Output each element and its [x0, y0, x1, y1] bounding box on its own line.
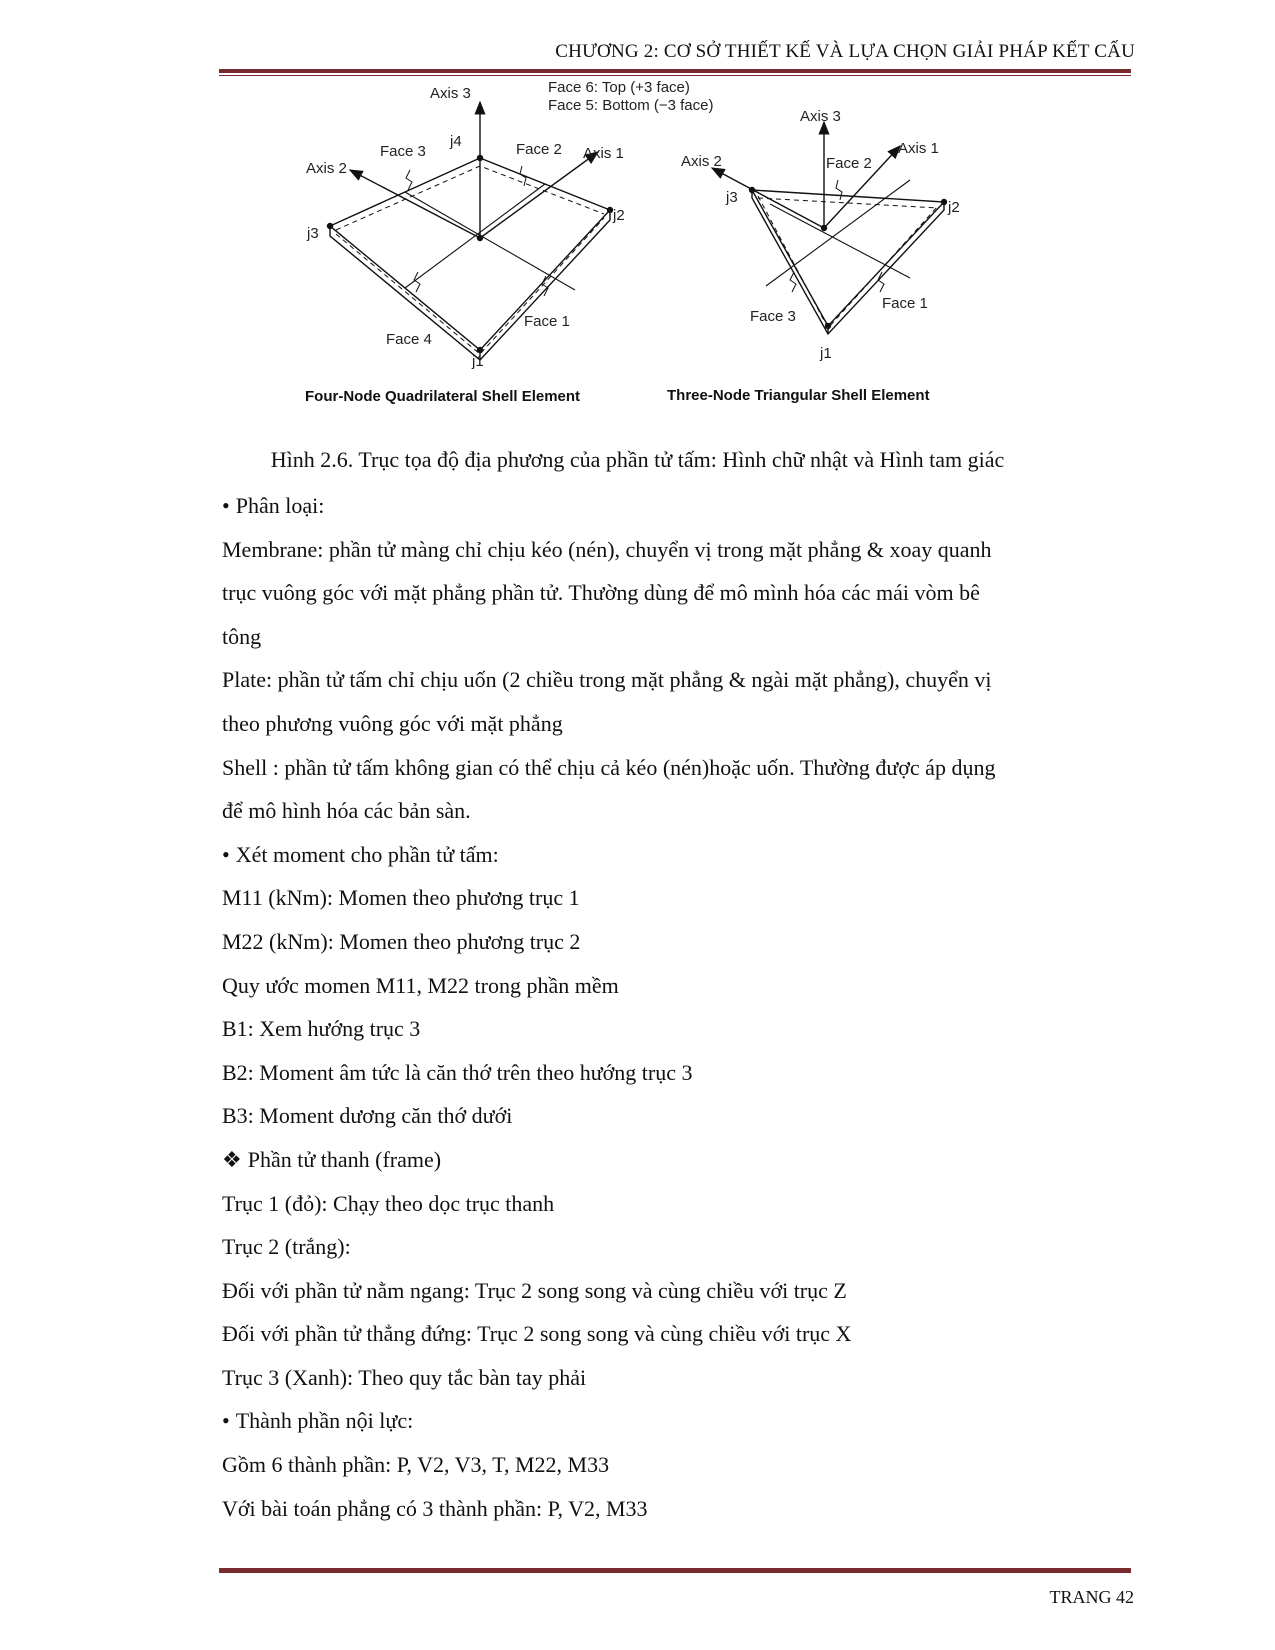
tri-face3-label: Face 3 [750, 308, 796, 325]
text-line [222, 702, 1128, 746]
figure-caption: Hình 2.6. Trục tọa độ địa phương của phần tử tấm: Hình chữ nhật và Hình tam giác [270, 447, 1005, 472]
line-text: theo phương vuông góc với mặt phẳng [222, 710, 563, 736]
line-text: B2: Moment âm tức là căn thớ trên theo hướng trục 3 [222, 1059, 693, 1085]
text-line [222, 1051, 1128, 1095]
line-text: Plate: phần tử tấm chỉ chịu uốn (2 chiều trong mặt phẳng & ngài mặt phẳng), chuyển vị [222, 667, 992, 693]
header-rule [219, 69, 1131, 73]
text-line [222, 920, 1128, 964]
line-text: Trục 3 (Xanh): Theo quy tắc bàn tay phải [222, 1364, 587, 1390]
text-line [222, 528, 1128, 572]
body-text [222, 484, 1128, 1530]
text-line [222, 484, 1128, 528]
tri-j2-label: j2 [948, 199, 960, 216]
quad-face3-label: Face 3 [380, 143, 426, 160]
footer-rule [219, 1568, 1131, 1573]
tri-axis3-label: Axis 3 [800, 108, 841, 125]
text-line [222, 746, 1128, 790]
line-text: trục vuông góc với mặt phẳng phần tử. Thường dùng để mô mình hóa các mái vòm bê [222, 580, 980, 606]
line-text: M11 (kNm): Momen theo phương trục 1 [222, 885, 580, 911]
quad-j2-label: j2 [613, 207, 625, 224]
line-text: Trục 2 (trắng): [222, 1234, 351, 1260]
line-text: Phần tử thanh (frame) [247, 1146, 442, 1172]
text-line [222, 876, 1128, 920]
text-line [222, 615, 1128, 659]
quad-j4-label: j4 [450, 133, 462, 150]
tri-face1-label: Face 1 [882, 295, 928, 312]
text-line [222, 1487, 1128, 1531]
line-text: Đối với phần tử thẳng đứng: Trục 2 song song và cùng chiều với trục X [222, 1321, 852, 1347]
quad-j3-label: j3 [307, 225, 319, 242]
shell-element-diagram [300, 78, 1020, 430]
quad-face2-label: Face 2 [516, 141, 562, 158]
line-text: Phân loại: [235, 493, 325, 518]
quad-face4-label: Face 4 [386, 331, 432, 348]
diamond-bullet-icon: ❖ [222, 1146, 242, 1172]
tri-axis2-label: Axis 2 [681, 153, 722, 170]
line-text: Trục 1 (đỏ): Chạy theo dọc trục thanh [222, 1190, 555, 1216]
line-text: Xét moment cho phần tử tấm: [235, 841, 499, 867]
page-number: TRANG 42 [1049, 1587, 1134, 1607]
line-text: để mô hình hóa các bản sàn. [222, 798, 471, 824]
line-text: tông [222, 623, 262, 649]
line-text: Shell : phần tử tấm không gian có thể chịu cả kéo (nén)hoặc uốn. Thường được áp dụng [222, 754, 996, 780]
text-line [222, 571, 1128, 615]
line-text: B1: Xem hướng trục 3 [222, 1016, 421, 1042]
tri-axis1-label: Axis 1 [898, 140, 939, 157]
text-line [222, 1356, 1128, 1400]
quad-axis2-label: Axis 2 [306, 160, 347, 177]
tri-j1-label: j1 [820, 345, 832, 362]
line-text: Đối với phần tử nằm ngang: Trục 2 song song và cùng chiều với trục Z [222, 1277, 847, 1303]
line-text: Thành phần nội lực: [235, 1408, 414, 1434]
quad-caption: Four-Node Quadrilateral Shell Element [305, 388, 581, 405]
line-text: Membrane: phần tử màng chỉ chịu kéo (nén), chuyển vị trong mặt phẳng & xoay quanh [222, 536, 992, 562]
tri-face2-label: Face 2 [826, 155, 872, 172]
text-line [222, 1443, 1128, 1487]
line-text: Với bài toán phẳng có 3 thành phần: P, V2, M33 [222, 1495, 648, 1521]
face-legend-top: Face 6: Top (+3 face) [548, 79, 690, 96]
text-line [222, 658, 1128, 702]
shell-element-figure [300, 78, 1020, 430]
quad-axis1-label: Axis 1 [583, 145, 624, 162]
quad-face1-label: Face 1 [524, 313, 570, 330]
text-line [222, 1312, 1128, 1356]
line-text: M22 (kNm): Momen theo phương trục 2 [222, 928, 581, 954]
bullet: • [222, 841, 230, 867]
line-text: B3: Moment dương căn thớ dưới [222, 1103, 513, 1129]
text-line [222, 1007, 1128, 1051]
bullet: • [222, 1408, 230, 1434]
tri-caption: Three-Node Triangular Shell Element [667, 387, 930, 404]
text-line [222, 1182, 1128, 1226]
tri-j3-label: j3 [726, 189, 738, 206]
text-line [222, 1269, 1128, 1313]
text-line [222, 1399, 1128, 1443]
text-line [222, 833, 1128, 877]
line-text: Quy ước momen M11, M22 trong phần mềm [222, 972, 619, 998]
text-line [222, 1138, 1128, 1182]
text-line [222, 964, 1128, 1008]
text-line [222, 1225, 1128, 1269]
text-line [222, 1094, 1128, 1138]
face-legend-bottom: Face 5: Bottom (−3 face) [548, 97, 714, 114]
running-header: CHƯƠNG 2: CƠ SỞ THIẾT KẾ VÀ LỰA CHỌN GIẢI PHÁP KẾT CẤU [555, 41, 1135, 62]
text-line [222, 789, 1128, 833]
header-rule-thin [219, 75, 1131, 76]
quad-axis3-label: Axis 3 [430, 85, 471, 102]
line-text: Gồm 6 thành phần: P, V2, V3, T, M22, M33 [222, 1452, 610, 1478]
quad-j1-label: j1 [472, 353, 484, 370]
bullet: • [222, 493, 230, 518]
